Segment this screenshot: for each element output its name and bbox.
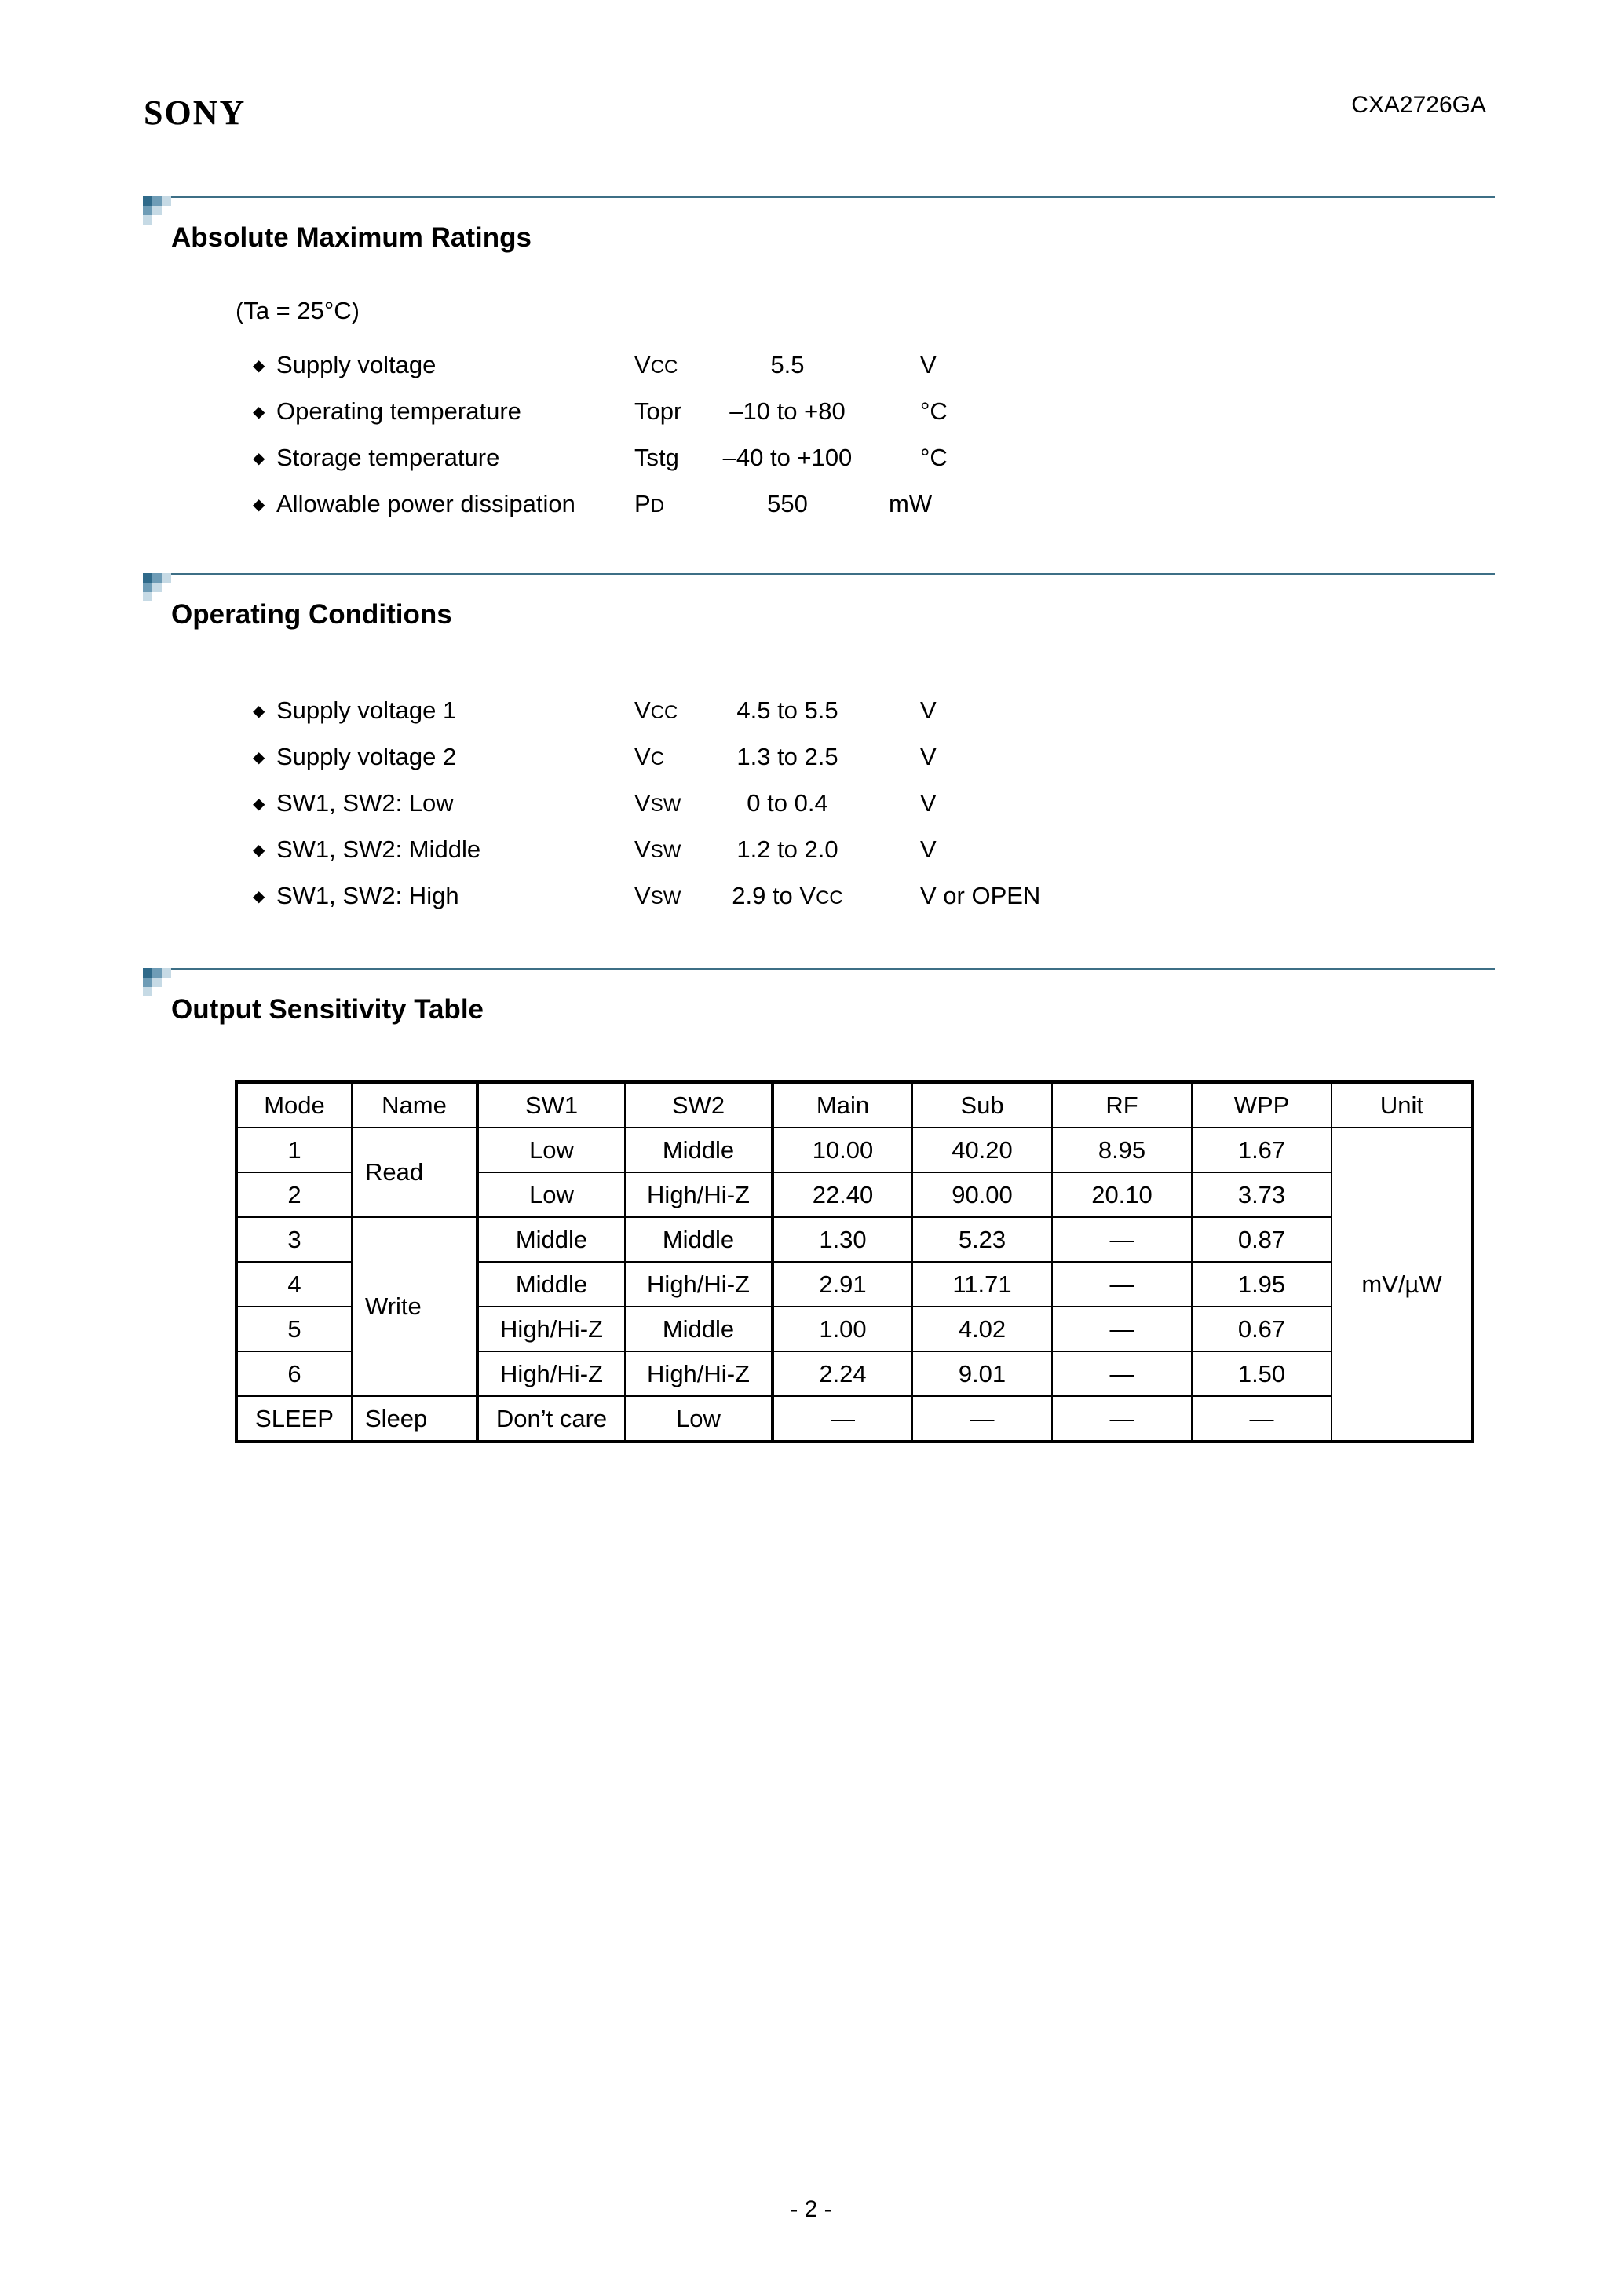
cell-main: 2.24 bbox=[773, 1351, 912, 1396]
item-value: 4.5 to 5.5 bbox=[736, 696, 838, 724]
item-symbol: VSW bbox=[634, 882, 681, 909]
cell-rf: — bbox=[1052, 1307, 1192, 1351]
item-symbol: VC bbox=[634, 743, 665, 770]
cell-main: 2.91 bbox=[773, 1262, 912, 1307]
item-symbol: Topr bbox=[634, 397, 682, 425]
item-value: 0 to 0.4 bbox=[747, 789, 828, 817]
output-sensitivity-table bbox=[235, 1080, 1474, 1443]
item-unit: V bbox=[920, 743, 937, 770]
cell-sub: 9.01 bbox=[912, 1351, 1052, 1396]
cell-name: Write bbox=[352, 1217, 477, 1396]
column-header: Sub bbox=[912, 1082, 1052, 1128]
cell-wpp: 0.87 bbox=[1192, 1217, 1332, 1262]
item-unit: °C bbox=[920, 444, 948, 471]
cell-rf: — bbox=[1052, 1217, 1192, 1262]
section-mark-icon bbox=[143, 196, 173, 225]
item-value: –40 to +100 bbox=[722, 444, 853, 471]
cell-unit: mV/µW bbox=[1332, 1128, 1473, 1442]
cell-sub: 5.23 bbox=[912, 1217, 1052, 1262]
cell-name: Read bbox=[352, 1128, 477, 1217]
item-label: Supply voltage bbox=[276, 351, 437, 378]
part-number: CXA2726GA bbox=[1351, 92, 1486, 118]
column-header: Name bbox=[352, 1082, 477, 1128]
item-value: –10 to +80 bbox=[729, 397, 846, 425]
section-title-op-cond: Operating Conditions bbox=[171, 599, 452, 630]
cell-mode: 6 bbox=[236, 1351, 352, 1396]
bullet-icon: ◆ bbox=[253, 888, 265, 905]
abs-max-list bbox=[236, 351, 1099, 539]
section-title-abs-max: Absolute Maximum Ratings bbox=[171, 222, 532, 253]
column-header: WPP bbox=[1192, 1082, 1332, 1128]
item-value: 1.3 to 2.5 bbox=[736, 743, 838, 770]
column-header: Main bbox=[773, 1082, 912, 1128]
item-unit: mW bbox=[889, 490, 933, 517]
cell-mode: 2 bbox=[236, 1172, 352, 1217]
cell-main: 10.00 bbox=[773, 1128, 912, 1172]
item-unit: °C bbox=[920, 397, 948, 425]
cell-sw1: Low bbox=[477, 1172, 625, 1217]
column-header: Mode bbox=[236, 1082, 352, 1128]
column-header: SW2 bbox=[625, 1082, 773, 1128]
cell-mode: 5 bbox=[236, 1307, 352, 1351]
cell-rf: 8.95 bbox=[1052, 1128, 1192, 1172]
column-header: Unit bbox=[1332, 1082, 1473, 1128]
cell-wpp: 1.50 bbox=[1192, 1351, 1332, 1396]
cell-sw1: Don’t care bbox=[477, 1396, 625, 1442]
cell-main: 1.30 bbox=[773, 1217, 912, 1262]
column-header: SW1 bbox=[477, 1082, 625, 1128]
sony-logo: SONY bbox=[144, 93, 247, 132]
item-value: 2.9 to VCC bbox=[732, 882, 843, 909]
cell-wpp: 1.95 bbox=[1192, 1262, 1332, 1307]
item-label: Supply voltage 1 bbox=[276, 696, 457, 724]
item-label: SW1, SW2: Middle bbox=[276, 835, 481, 863]
table-header-row bbox=[236, 1082, 1473, 1128]
section-rule bbox=[165, 196, 1495, 198]
item-value: 550 bbox=[767, 490, 808, 517]
cell-sw2: High/Hi-Z bbox=[625, 1351, 773, 1396]
item-label: SW1, SW2: Low bbox=[276, 789, 454, 817]
item-unit: V bbox=[920, 835, 937, 863]
bullet-icon: ◆ bbox=[253, 496, 265, 514]
item-symbol: VSW bbox=[634, 789, 681, 817]
item-label: Storage temperature bbox=[276, 444, 500, 471]
section-mark-icon bbox=[143, 573, 173, 601]
cell-sw2: Middle bbox=[625, 1128, 773, 1172]
cell-sw1: Middle bbox=[477, 1217, 625, 1262]
cell-mode: 1 bbox=[236, 1128, 352, 1172]
cell-mode: SLEEP bbox=[236, 1396, 352, 1442]
cell-rf: 20.10 bbox=[1052, 1172, 1192, 1217]
cell-sw2: Middle bbox=[625, 1217, 773, 1262]
item-symbol: VCC bbox=[634, 351, 678, 378]
column-header: RF bbox=[1052, 1082, 1192, 1128]
cell-sw1: High/Hi-Z bbox=[477, 1307, 625, 1351]
item-symbol: VCC bbox=[634, 696, 678, 724]
section-title-sensitivity: Output Sensitivity Table bbox=[171, 994, 484, 1025]
cell-name: Sleep bbox=[352, 1396, 477, 1442]
cell-sub: 40.20 bbox=[912, 1128, 1052, 1172]
page-number: - 2 - bbox=[790, 2196, 832, 2222]
cell-sw2: Middle bbox=[625, 1307, 773, 1351]
cell-sub: 4.02 bbox=[912, 1307, 1052, 1351]
cell-wpp: 0.67 bbox=[1192, 1307, 1332, 1351]
item-value: 5.5 bbox=[770, 351, 805, 378]
section-rule bbox=[165, 573, 1495, 575]
cell-sub: 11.71 bbox=[912, 1262, 1052, 1307]
section-rule bbox=[165, 968, 1495, 970]
table-row bbox=[236, 1217, 1473, 1262]
item-symbol: Tstg bbox=[634, 444, 679, 471]
item-symbol: PD bbox=[634, 490, 665, 517]
item-unit: V bbox=[920, 789, 937, 817]
table-row bbox=[236, 1128, 1473, 1172]
bullet-icon: ◆ bbox=[253, 404, 265, 421]
cell-main: 1.00 bbox=[773, 1307, 912, 1351]
item-symbol: VSW bbox=[634, 835, 681, 863]
cell-sw2: High/Hi-Z bbox=[625, 1172, 773, 1217]
item-label: Operating temperature bbox=[276, 397, 521, 425]
cell-wpp: — bbox=[1192, 1396, 1332, 1442]
table-row bbox=[236, 1396, 1473, 1442]
cell-sub: 90.00 bbox=[912, 1172, 1052, 1217]
cell-sub: — bbox=[912, 1396, 1052, 1442]
op-cond-list bbox=[236, 696, 1178, 932]
item-label: Allowable power dissipation bbox=[276, 490, 575, 517]
bullet-icon: ◆ bbox=[253, 357, 265, 375]
item-label: SW1, SW2: High bbox=[276, 882, 459, 909]
cell-sw1: Middle bbox=[477, 1262, 625, 1307]
cell-sw2: Low bbox=[625, 1396, 773, 1442]
cell-main: 22.40 bbox=[773, 1172, 912, 1217]
cell-sw2: High/Hi-Z bbox=[625, 1262, 773, 1307]
bullet-icon: ◆ bbox=[253, 703, 265, 720]
cell-main: — bbox=[773, 1396, 912, 1442]
section-mark-icon bbox=[143, 968, 173, 996]
cell-mode: 4 bbox=[236, 1262, 352, 1307]
item-unit: V bbox=[920, 351, 937, 378]
item-value: 1.2 to 2.0 bbox=[736, 835, 838, 863]
cell-wpp: 1.67 bbox=[1192, 1128, 1332, 1172]
bullet-icon: ◆ bbox=[253, 450, 265, 467]
bullet-icon: ◆ bbox=[253, 795, 265, 813]
bullet-icon: ◆ bbox=[253, 749, 265, 766]
cell-rf: — bbox=[1052, 1396, 1192, 1442]
ambient-condition: (Ta = 25°C) bbox=[236, 297, 360, 324]
item-unit: V or OPEN bbox=[920, 882, 1041, 909]
cell-sw1: High/Hi-Z bbox=[477, 1351, 625, 1396]
bullet-icon: ◆ bbox=[253, 842, 265, 859]
item-label: Supply voltage 2 bbox=[276, 743, 457, 770]
cell-mode: 3 bbox=[236, 1217, 352, 1262]
cell-wpp: 3.73 bbox=[1192, 1172, 1332, 1217]
item-unit: V bbox=[920, 696, 937, 724]
cell-rf: — bbox=[1052, 1351, 1192, 1396]
cell-rf: — bbox=[1052, 1262, 1192, 1307]
cell-sw1: Low bbox=[477, 1128, 625, 1172]
